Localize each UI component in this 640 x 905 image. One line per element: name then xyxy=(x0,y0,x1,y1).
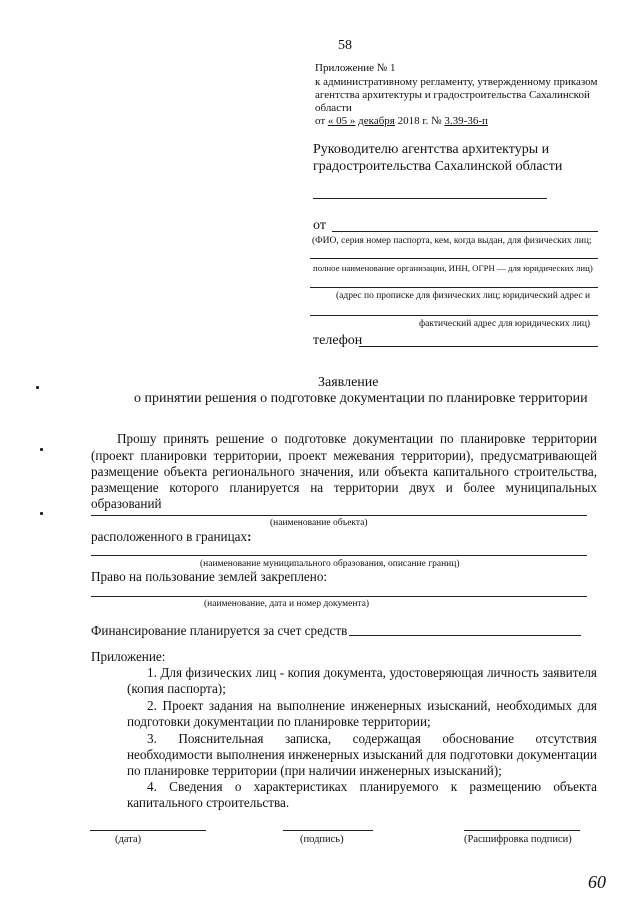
caption-reg-address: (адрес по прописке для физических лиц; юридический адрес и xyxy=(336,291,591,301)
caption-document: (наименование, дата и номер документа) xyxy=(204,599,370,609)
page-number: 58 xyxy=(338,38,352,53)
land-document-line xyxy=(91,596,587,597)
applicant-fact-address-line xyxy=(310,315,598,316)
municipality-line xyxy=(91,555,587,556)
signature-line xyxy=(283,830,373,831)
attachment-3-line-2: необходимости выполнения инженерных изысканий для подготовки документации xyxy=(127,747,597,762)
request-line-4: размещение которого планируется на территории двух и более муниципальных xyxy=(91,480,597,495)
attachment-1-line-1: 1. Для физических лиц - копия документа, удостоверяющая личность заявителя xyxy=(147,665,597,680)
financing-label: Финансирование планируется за счет средств xyxy=(91,623,348,638)
handwritten-page-number: 60 xyxy=(588,872,606,892)
attachment-4-line-1: 4. Сведения о характеристиках планируемого к размещению объекта xyxy=(147,779,597,794)
caption-person: (ФИО, серия номер паспорта, кем, когда выдан, для физических лиц; xyxy=(312,236,592,246)
margin-dot xyxy=(36,386,39,389)
appendix-date-line xyxy=(315,115,488,128)
phone-label: телефон xyxy=(313,333,363,348)
from-label: от xyxy=(313,218,326,233)
attachment-1-line-2: (копия паспорта); xyxy=(127,681,226,696)
addressee-line-1: Руководителю агентства архитектуры и xyxy=(313,142,550,157)
margin-dot xyxy=(40,512,43,515)
attachment-3-line-1: 3. Пояснительная записка, содержащая обоснование отсутствия xyxy=(147,731,597,746)
located-colon: : xyxy=(247,529,252,544)
caption-decoding: (Расшифровка подписи) xyxy=(464,834,572,845)
date-prefix: от xyxy=(315,115,326,127)
order-number: 3.39-36-п xyxy=(444,115,488,127)
statement-subtitle: о принятии решения о подготовке документации по планировке территории xyxy=(134,391,588,406)
margin-dot xyxy=(40,448,43,451)
statement-title: Заявление xyxy=(318,375,379,390)
located-label xyxy=(91,529,252,545)
date-year: 2018 г. № xyxy=(397,115,442,127)
appendix-line-3: области xyxy=(315,102,352,114)
caption-fact-address: фактический адрес для юридических лиц) xyxy=(419,319,591,329)
date-sign-line xyxy=(90,830,206,831)
located-label-text: расположенного в границах xyxy=(91,529,248,544)
caption-object: (наименование объекта) xyxy=(270,518,368,528)
request-line-1: Прошу принять решение о подготовке документации по планировке территории xyxy=(117,431,597,446)
addressee-line-2: градостроительства Сахалинской области xyxy=(313,159,563,174)
appendix-title: Приложение № 1 xyxy=(315,62,396,74)
addressee-name-line xyxy=(313,198,547,199)
applicant-org-line xyxy=(310,258,598,259)
financing-line xyxy=(349,635,581,636)
phone-line xyxy=(359,346,598,347)
date-month: декабря xyxy=(358,115,395,127)
land-right-label: Право на пользование землей закреплено: xyxy=(91,569,328,584)
caption-date: (дата) xyxy=(115,834,142,845)
applicant-reg-address-line xyxy=(310,287,598,288)
caption-signature: (подпись) xyxy=(300,834,344,845)
appendix-line-1: к административному регламенту, утвержденному приказом xyxy=(315,76,598,88)
attachment-2-line-2: подготовки документации по планировке территории; xyxy=(127,714,431,729)
request-line-3: размещение объекта регионального значения, или объекта капитального строительства, xyxy=(91,464,597,479)
attachments-label: Приложение: xyxy=(91,649,166,664)
date-day: « 05 » xyxy=(327,115,356,127)
object-name-line xyxy=(91,515,587,516)
request-line-5: образований xyxy=(91,496,162,511)
attachment-4-line-2: капитального строительства. xyxy=(127,795,290,810)
decoding-line xyxy=(464,830,580,831)
attachment-3-line-3: по планировке территории (при наличии инженерных изысканий); xyxy=(127,763,502,778)
caption-organization: полное наименование организации, ИНН, ОГРН — для юридических лиц) xyxy=(313,263,593,273)
appendix-line-2: агентства архитектуры и градостроительства Сахалинской xyxy=(315,89,590,101)
caption-municipality: (наименование муниципального образования, описание границ) xyxy=(200,559,460,569)
attachment-2-line-1: 2. Проект задания на выполнение инженерных изысканий, необходимых для xyxy=(147,698,597,713)
request-line-2: (проект планировки территории, проект межевания территории), предусматривающей xyxy=(91,448,597,463)
applicant-name-line xyxy=(332,231,598,232)
